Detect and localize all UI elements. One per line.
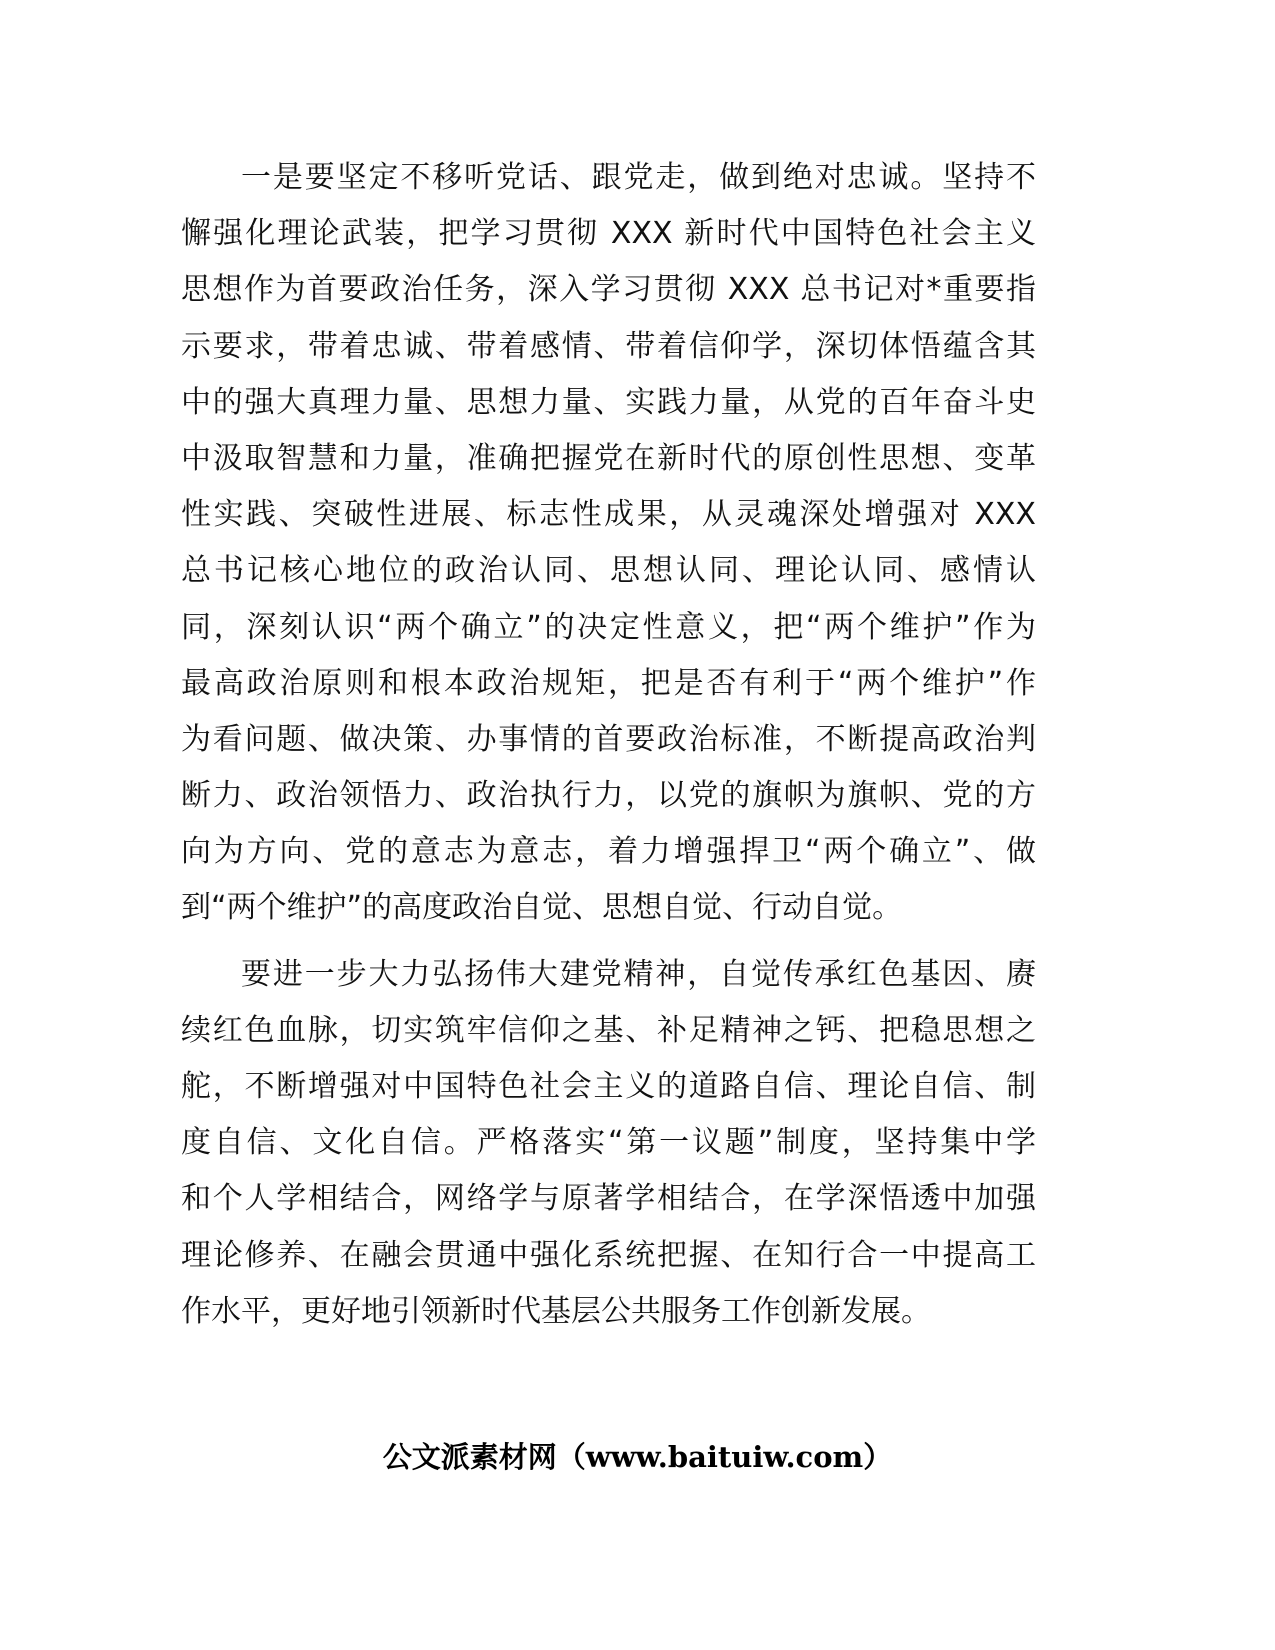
paragraph-spacer <box>181 937 1036 947</box>
text-line: 到“两个维护”的高度政治自觉、思想自觉、行动自觉。 <box>181 890 903 926</box>
text-line: 思想作为首要政治任务，深入学习贯彻 XXX 总书记对*重要指 <box>181 272 1036 308</box>
text-line: 中的强大真理力量、思想力量、实践力量，从党的百年奋斗史 <box>181 384 1036 420</box>
text-line: 续红色血脉，切实筑牢信仰之基、补足精神之钙、把稳思想之 <box>181 1012 1036 1048</box>
text-line: 同，深刻认识“两个确立”的决定性意义，把“两个维护”作为 <box>181 609 1036 645</box>
text-line: 一是要坚定不移听党话、跟党走，做到绝对忠诚。坚持不 <box>241 160 1036 195</box>
text-line: 为看问题、做决策、办事情的首要政治标准，不断提高政治判 <box>181 721 1036 757</box>
text-line: 和个人学相结合，网络学与原著学相结合，在学深悟透中加强 <box>181 1181 1036 1217</box>
text-line: 作水平，更好地引领新时代基层公共服务工作创新发展。 <box>181 1293 931 1329</box>
document-body <box>181 150 1036 1340</box>
text-line: 舵，不断增强对中国特色社会主义的道路自信、理论自信、制 <box>181 1069 1036 1104</box>
text-line: 总书记核心地位的政治认同、思想认同、理论认同、感情认 <box>181 553 1036 589</box>
text-line: 性实践、突破性进展、标志性成果，从灵魂深处增强对 XXX <box>181 497 1036 533</box>
text-line: 中汲取智慧和力量，准确把握党在新时代的原创性思想、变革 <box>181 440 1036 476</box>
text-line: 最高政治原则和根本政治规矩，把是否有利于“两个维护”作 <box>181 665 1036 701</box>
text-line: 断力、政治领悟力、政治执行力，以党的旗帜为旗帜、党的方 <box>181 778 1036 814</box>
footer-source-text: 公文派素材网（www.baituiw.com） <box>382 1440 893 1474</box>
text-line: 度自信、文化自信。严格落实“第一议题”制度，坚持集中学 <box>181 1125 1036 1161</box>
text-line: 懈强化理论武装，把学习贯彻 XXX 新时代中国特色社会主义 <box>181 216 1036 252</box>
text-line: 示要求，带着忠诚、带着感情、带着信仰学，深切体悟蕴含其 <box>181 328 1036 364</box>
paragraph-2 <box>181 947 1036 1340</box>
paragraph-1 <box>181 150 1036 937</box>
text-line: 要进一步大力弘扬伟大建党精神，自觉传承红色基因、赓 <box>241 956 1036 992</box>
text-line: 向为方向、党的意志为意志，着力增强捍卫“两个确立”、做 <box>181 834 1036 870</box>
text-line: 理论修养、在融会贯通中强化系统把握、在知行合一中提高工 <box>181 1237 1036 1273</box>
